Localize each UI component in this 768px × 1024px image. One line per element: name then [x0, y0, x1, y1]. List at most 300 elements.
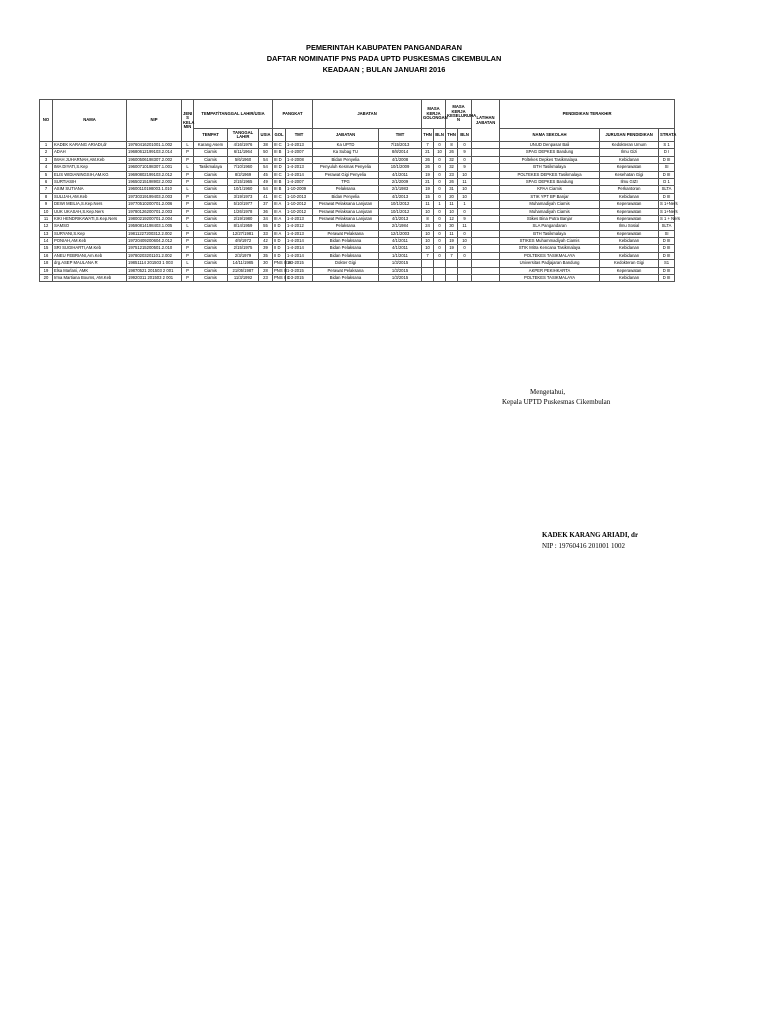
- cell-nama: SULIJAH,AM.Keb: [53, 193, 127, 200]
- cell-mkg-thn: [422, 260, 434, 267]
- cell-no: 9: [40, 201, 53, 208]
- cell-jurusan: Ilmu Sosial: [600, 223, 659, 230]
- table-row: [40, 156, 675, 163]
- cell-nama-sekolah: BTH Tasikmalaya: [500, 230, 600, 237]
- cell-mkk-bln: 10: [458, 171, 472, 178]
- cell-mkk-thn: 20: [446, 193, 458, 200]
- cell-mkk-thn: 19: [446, 238, 458, 245]
- cell-nama-sekolah: AKPER PEKIHKARTA: [500, 267, 600, 274]
- cell-mkk-thn: [446, 260, 458, 267]
- cell-nip: 19780126200701.2.003: [127, 208, 182, 215]
- col-masa-kerja-golongan: MASA KERJA GOLONGAN: [422, 100, 446, 129]
- cell-tmt-jabatan: 4/1/2011: [379, 171, 422, 178]
- cell-jenis-kelamin: L: [182, 164, 194, 171]
- cell-gol: III B: [273, 149, 286, 156]
- cell-tanggal-lahir: 12/27/1981: [228, 230, 259, 237]
- signature-block: [542, 531, 702, 550]
- cell-nip: 19600710198307.1.001: [127, 164, 182, 171]
- cell-usia: 23: [259, 275, 273, 282]
- cell-tanggal-lahir: 14/11/1985: [228, 260, 259, 267]
- cell-tempat: Ciamis: [194, 223, 228, 230]
- cell-strata: S 1 + Ners: [660, 215, 680, 221]
- cell-no: 6: [40, 178, 53, 185]
- cell-tmt-jabatan: 8/8/2014: [379, 149, 422, 156]
- cell-jabatan: Perawat Pelaksana: [313, 230, 379, 237]
- cell-nama: SAMSO: [53, 223, 127, 230]
- cell-tmt: 1-4-2014: [286, 171, 313, 178]
- col-pangkat-group: PANGKAT: [273, 100, 313, 129]
- cell-jabatan: Penyuluh Kesmas Penyelia: [313, 164, 379, 171]
- cell-jabatan: Bidan Pelaksana: [313, 252, 379, 259]
- cell-jabatan: Perawat Pelaksana: [313, 267, 379, 274]
- cell-strata: SI: [659, 164, 675, 171]
- cell-nip: 19600110198003.1.010: [127, 186, 182, 193]
- cell-usia: 36: [259, 208, 273, 215]
- cell-latihan: [472, 208, 500, 215]
- cell-nama: ELIS WIDIANINGSIH,AM.KG: [53, 171, 127, 178]
- cell-no: 10: [40, 208, 53, 215]
- header-line-2: DAFTAR NOMINATIF PNS PADA UPTD PUSKESMAS CIKEMBULAN: [266, 54, 502, 63]
- cell-nama-sekolah: SPAG DEPKES Bandung: [500, 178, 600, 185]
- cell-mkk-thn: 19: [446, 245, 458, 252]
- cell-usia: 28: [259, 267, 273, 274]
- cell-jurusan: Kebidanan: [600, 252, 659, 259]
- cell-usia: 39: [259, 245, 273, 252]
- cell-tanggal-lahir: 11/3/1992: [228, 275, 259, 282]
- cell-mkk-thn: 32: [446, 156, 458, 163]
- cell-jurusan: Keperawatan: [600, 208, 659, 215]
- header-line-3: KEADAAN ; BULAN JANUARI 2016: [322, 65, 446, 74]
- cell-nip: 19600506198307.2.002: [127, 156, 182, 163]
- cell-strata: SI: [659, 230, 675, 237]
- cell-jurusan: Ilmu Gizi: [600, 149, 659, 156]
- cell-no: 1: [40, 142, 53, 149]
- cell-tmt-jabatan: 4/1/2008: [379, 156, 422, 163]
- cell-mkg-bln: 0: [434, 186, 446, 193]
- cell-no: 11: [40, 215, 53, 222]
- cell-jenis-kelamin: P: [182, 245, 194, 252]
- table-row: [40, 223, 675, 230]
- cell-mkg-thn: 8: [422, 215, 434, 222]
- cell-tmt: 1-4-2012: [286, 223, 313, 230]
- cell-jenis-kelamin: P: [182, 275, 194, 282]
- cell-jenis-kelamin: P: [182, 193, 194, 200]
- cell-mkg-thn: 7: [422, 252, 434, 259]
- cell-mkk-thn: 7: [446, 252, 458, 259]
- cell-latihan: [472, 275, 500, 282]
- cell-latihan: [472, 260, 500, 267]
- cell-jabatan: Bidan Pelaksana: [313, 275, 379, 282]
- col-strata: STRATA: [659, 129, 675, 142]
- col-jurusan: JURUSAN PENDIDIKAN: [600, 129, 659, 142]
- col-mkg-bln: BLN: [434, 129, 446, 142]
- cell-mkg-bln: [434, 260, 446, 267]
- cell-mkg-bln: 0: [434, 178, 446, 185]
- table-row: [40, 260, 675, 267]
- cell-jabatan: Ka UPTD: [313, 142, 379, 149]
- table-row: [40, 193, 675, 200]
- cell-tmt: 1-3-2015: [286, 260, 313, 267]
- cell-jabatan: Pelaksana: [313, 223, 379, 230]
- cell-gol: III A: [273, 201, 286, 208]
- cell-nama-sekolah: STIK YPT BP Banjar: [500, 193, 600, 200]
- cell-mkk-bln: 10: [458, 193, 472, 200]
- cell-tanggal-lahir: 8/2/1969: [228, 171, 259, 178]
- cell-usia: 35: [259, 252, 273, 259]
- signature-heading: [502, 388, 680, 406]
- cell-tempat: Ciamis: [194, 201, 228, 208]
- cell-nip: 19590814198403.1.005: [127, 223, 182, 230]
- cell-tempat: Ciamis: [194, 230, 228, 237]
- cell-nama-sekolah: Muhamadiyah Ciamis: [500, 208, 600, 215]
- cell-jurusan: Kedokteran Gigi: [600, 260, 659, 267]
- cell-mkg-thn: 26: [422, 156, 434, 163]
- cell-nip: 19851114 201503 1 003: [127, 260, 182, 267]
- cell-strata: D III: [659, 156, 675, 163]
- cell-nama-sekolah: Poltekes Depkes Tasikmalaya: [500, 156, 600, 163]
- cell-no: 5: [40, 171, 53, 178]
- col-jabatan: JABATAN: [313, 129, 379, 142]
- cell-tempat: Ciamis: [194, 275, 228, 282]
- cell-jabatan: Dokter Gigi: [313, 260, 379, 267]
- signatory-name: KADEK KARANG ARIADI, dr: [542, 531, 639, 539]
- cell-jenis-kelamin: L: [182, 260, 194, 267]
- signatory-nip: NIP : 19760416 201001 1002: [542, 542, 625, 550]
- cell-jurusan: Kebidanan: [600, 156, 659, 163]
- header-line-1: PEMERINTAH KABUPATEN PANGANDARAN: [306, 43, 462, 52]
- cell-no: 20: [40, 275, 53, 282]
- cell-nama: SURTIASIH: [53, 178, 127, 185]
- cell-usia: 54: [259, 164, 273, 171]
- cell-latihan: [472, 215, 500, 222]
- cell-no: 15: [40, 245, 53, 252]
- cell-nip: 19920311 201503 2 001: [127, 275, 182, 282]
- cell-tempat: Ciamis: [194, 208, 228, 215]
- cell-nip: 19770510200701.2.006: [127, 201, 182, 208]
- cell-tmt: 1-10-2012: [286, 201, 313, 208]
- cell-mkg-bln: 0: [434, 156, 446, 163]
- cell-tmt-jabatan: 12/1/2003: [379, 230, 422, 237]
- col-mkg-thn: THN: [422, 129, 434, 142]
- cell-mkk-bln: 9: [458, 164, 472, 171]
- cell-mkg-bln: 0: [434, 223, 446, 230]
- cell-gol: III B: [273, 186, 286, 193]
- cell-mkk-bln: 1: [458, 201, 472, 208]
- col-latihan-jabatan: LATIHAN JABATAN: [472, 100, 500, 142]
- cell-nama: UUK UKASAH,S.Kep.Ners: [53, 208, 127, 215]
- cell-strata: D III: [659, 193, 675, 200]
- cell-nama-sekolah: STIKES Muhammadiyah Ciamis: [500, 238, 600, 245]
- col-tmt-jabatan: TMT: [379, 129, 422, 142]
- cell-tempat: Ciamis: [194, 215, 228, 222]
- cell-jenis-kelamin: P: [182, 238, 194, 245]
- cell-tmt-jabatan: 4/1/2013: [379, 193, 422, 200]
- cell-gol: PNS II C: [274, 275, 291, 281]
- cell-nama: SRI SUGIHARTI,AM.Keb: [53, 245, 127, 252]
- table-row: [40, 201, 675, 208]
- cell-mkk-thn: 26: [446, 149, 458, 156]
- table-row: [40, 164, 675, 171]
- cell-tanggal-lahir: 7/10/1960: [228, 164, 259, 171]
- cell-strata: D III: [659, 267, 675, 274]
- cell-gol: II D: [273, 252, 286, 259]
- cell-strata: D I: [659, 149, 675, 156]
- cell-gol: III C: [273, 171, 286, 178]
- cell-tanggal-lahir: 5/10/1977: [228, 201, 259, 208]
- cell-tmt: 1-10-2012: [286, 208, 313, 215]
- cell-tmt-jabatan: 1/1/2011: [379, 252, 422, 259]
- cell-jenis-kelamin: L: [182, 186, 194, 193]
- cell-jurusan: Keperawatan: [600, 164, 659, 171]
- cell-mkg-thn: 21: [422, 149, 434, 156]
- cell-usia: 38: [259, 142, 273, 149]
- cell-latihan: [472, 149, 500, 156]
- cell-nip: 19780203201101.2.002: [127, 252, 182, 259]
- cell-strata: D 1: [659, 178, 675, 185]
- cell-mkg-bln: 0: [434, 238, 446, 245]
- cell-usia: 30: [259, 260, 273, 267]
- cell-mkk-thn: [446, 267, 458, 274]
- cell-nip: 19751215200501.2.010: [127, 245, 182, 252]
- cell-latihan: [472, 252, 500, 259]
- cell-mkk-bln: [458, 260, 472, 267]
- cell-gol: III A: [273, 208, 286, 215]
- cell-usia: 41: [259, 193, 273, 200]
- cell-jurusan: Keperawatan: [600, 267, 659, 274]
- cell-tempat: Ciamis: [194, 252, 228, 259]
- cell-gol: II D: [273, 238, 286, 245]
- cell-tmt-jabatan: 2/1/1984: [379, 223, 422, 230]
- cell-mkg-bln: [434, 267, 446, 274]
- table-row: [40, 208, 675, 215]
- cell-tanggal-lahir: 2/3/1979: [228, 252, 259, 259]
- cell-nama: Elsa Marlani, AMK: [53, 267, 127, 274]
- col-nama: NAMA: [53, 100, 127, 142]
- cell-jurusan: Kebidanan: [600, 193, 659, 200]
- col-mkk-thn: THN: [446, 129, 458, 142]
- cell-nama-sekolah: KPAA Ciamis: [500, 186, 600, 193]
- cell-tmt-jabatan: 1/3/2015: [379, 260, 422, 267]
- cell-latihan: [472, 201, 500, 208]
- cell-strata: D III: [659, 171, 675, 178]
- cell-mkk-thn: 32: [446, 164, 458, 171]
- cell-tanggal-lahir: 4/16/1976: [228, 142, 259, 149]
- cell-latihan: [472, 245, 500, 252]
- cell-mkg-thn: 7: [422, 142, 434, 149]
- cell-mkg-thn: 10: [422, 230, 434, 237]
- table-body: [40, 141, 680, 282]
- cell-tmt-jabatan: 4/1/2011: [379, 245, 422, 252]
- cell-no: 12: [40, 223, 53, 230]
- cell-mkg-thn: 26: [422, 164, 434, 171]
- cell-nama: drg.ASEP MAULANA R: [53, 260, 127, 267]
- cell-mkk-bln: 9: [458, 149, 472, 156]
- cell-nama: DEWI MEILIA,S.Kep.Ners: [53, 201, 127, 208]
- cell-jabatan: Pelaksana: [313, 186, 379, 193]
- cell-mkg-thn: 10: [422, 245, 434, 252]
- cell-nama-sekolah: BTH Tasikmalaya: [500, 164, 600, 171]
- cell-nama-sekolah: Universitas Padjajaran Bandung: [500, 260, 600, 267]
- cell-tmt-jabatan: 7/15/2013: [379, 142, 422, 149]
- cell-mkk-thn: [446, 275, 458, 282]
- cell-jenis-kelamin: P: [182, 267, 194, 274]
- cell-mkg-thn: 11: [422, 201, 434, 208]
- document-header: [0, 42, 768, 75]
- cell-strata: D III: [659, 275, 675, 282]
- cell-tmt: 1-4-2013: [286, 230, 313, 237]
- cell-latihan: [472, 193, 500, 200]
- cell-mkg-bln: 10: [434, 149, 446, 156]
- cell-mkk-bln: 0: [458, 245, 472, 252]
- cell-jabatan: Perawat Pelaksana Lanjutan: [313, 215, 379, 222]
- cell-tempat: Tasikmalaya: [194, 164, 228, 171]
- cell-jabatan: Perawat Gigi Penyelia: [313, 171, 379, 178]
- cell-tanggal-lahir: 2/19/1980: [228, 215, 259, 222]
- cell-mkk-thn: 31: [446, 186, 458, 193]
- cell-jenis-kelamin: P: [182, 178, 194, 185]
- table-row: [40, 171, 675, 178]
- cell-usia: 50: [259, 149, 273, 156]
- cell-usia: 37: [259, 201, 273, 208]
- cell-tmt: 1-4-2013: [286, 215, 313, 222]
- cell-tmt-jabatan: 10/1/2012: [379, 201, 422, 208]
- cell-gol: III C: [273, 193, 286, 200]
- cell-nama-sekolah: POLTEKES TASIKMALAYA: [500, 275, 600, 282]
- cell-tempat: Ciamis: [194, 186, 228, 193]
- cell-nama: ANEU FEBRIANI,Am.Keb: [53, 252, 127, 259]
- cell-tmt: 1-4-2014: [286, 252, 313, 259]
- cell-nama-sekolah: Muhamadiyah Ciamis: [500, 201, 600, 208]
- table-row: [40, 245, 675, 252]
- cell-strata: SLTA: [659, 186, 675, 193]
- cell-gol: II D: [273, 245, 286, 252]
- cell-nip: 19760416201001.1.002: [127, 142, 182, 149]
- cell-usia: 42: [259, 238, 273, 245]
- cell-tempat: Ciamis: [194, 193, 228, 200]
- table-row: [40, 186, 675, 193]
- cell-mkg-thn: 15: [422, 193, 434, 200]
- cell-jenis-kelamin: L: [182, 223, 194, 230]
- cell-nama: IMAH JUHARNAH,AM.Keb: [53, 156, 127, 163]
- cell-mkg-bln: 0: [434, 171, 446, 178]
- col-masa-kerja-keseluruhan: MASA KERJA KESELURUHA N: [446, 100, 472, 129]
- col-mkk-bln: BLN: [458, 129, 472, 142]
- cell-mkk-thn: 11: [446, 201, 458, 208]
- cell-mkg-bln: 0: [434, 208, 446, 215]
- cell-strata: D III: [659, 245, 675, 252]
- col-nip: NIP: [127, 100, 182, 142]
- cell-jurusan: Keperawatan: [600, 201, 659, 208]
- cell-strata: D III: [659, 238, 675, 245]
- cell-mkg-bln: 1: [434, 201, 446, 208]
- cell-mkg-thn: 21: [422, 178, 434, 185]
- col-ttl-group: TEMPAT/TANGGAL LAHIR/USIA: [194, 100, 273, 129]
- cell-tmt-jabatan: 1/3/2015: [379, 275, 422, 282]
- cell-nip: 19680612199103.2.014: [127, 149, 182, 156]
- cell-mkk-thn: 23: [446, 171, 458, 178]
- cell-no: 4: [40, 164, 53, 171]
- cell-latihan: [472, 267, 500, 274]
- cell-tmt: 1-3-2015: [286, 275, 313, 282]
- cell-mkg-bln: 0: [434, 164, 446, 171]
- col-pendidikan-group: PENDIDIKAN TERAKHIR: [500, 100, 675, 129]
- cell-mkg-bln: 0: [434, 142, 446, 149]
- cell-usia: 55: [259, 223, 273, 230]
- signature-position: Kepala UPTD Puskesmas Cikembulan: [502, 398, 611, 406]
- cell-mkg-thn: 19: [422, 186, 434, 193]
- cell-mkk-thn: 11: [446, 230, 458, 237]
- cell-mkg-bln: 0: [434, 215, 446, 222]
- cell-jenis-kelamin: P: [182, 156, 194, 163]
- col-tanggal-lahir: TANGGAL LAHIR: [228, 129, 259, 142]
- cell-gol: III D: [273, 164, 286, 171]
- cell-mkg-thn: [422, 267, 434, 274]
- cell-tanggal-lahir: 2/15/1975: [228, 245, 259, 252]
- table-row: [40, 142, 675, 149]
- cell-jurusan: Perkantoran: [600, 186, 659, 193]
- cell-nama-sekolah: Stikes Bina Putra Banjar: [500, 215, 600, 222]
- col-usia: USIA: [259, 129, 273, 142]
- cell-jabatan: TPG: [313, 178, 379, 185]
- cell-tanggal-lahir: 4/9/1972: [228, 238, 259, 245]
- cell-latihan: [472, 178, 500, 185]
- col-tempat: TEMPAT: [194, 129, 228, 142]
- cell-jabatan: Bidan Penyelia: [313, 193, 379, 200]
- cell-no: 3: [40, 156, 53, 163]
- cell-jenis-kelamin: L: [182, 142, 194, 149]
- cell-nip: 19650215198902.2.002: [127, 178, 182, 185]
- cell-mkg-thn: 24: [422, 223, 434, 230]
- cell-tmt-jabatan: 10/1/2009: [379, 164, 422, 171]
- cell-tmt: 1-4-2014: [286, 238, 313, 245]
- cell-nip: 19720409200604.2.012: [127, 238, 182, 245]
- cell-gol: II D: [273, 223, 286, 230]
- cell-jabatan: Ka Subag TU: [313, 149, 379, 156]
- cell-latihan: [472, 223, 500, 230]
- cell-tmt: 1-4-2013: [286, 164, 313, 171]
- cell-latihan: [472, 230, 500, 237]
- cell-tanggal-lahir: 6/11/1964: [228, 149, 259, 156]
- cell-mkk-bln: 11: [458, 178, 472, 185]
- cell-mkk-thn: 26: [446, 178, 458, 185]
- cell-tempat: Ciamis: [194, 245, 228, 252]
- cell-tanggal-lahir: 21/05/1987: [228, 267, 259, 274]
- cell-mkk-bln: 10: [458, 186, 472, 193]
- cell-nama: ADAH: [53, 149, 127, 156]
- cell-strata: SLTA: [659, 223, 675, 230]
- cell-usia: 45: [259, 171, 273, 178]
- cell-tanggal-lahir: 10/1/1960: [228, 186, 259, 193]
- cell-mkk-bln: 10: [458, 238, 472, 245]
- cell-strata: S 1+Ners: [660, 201, 678, 207]
- cell-tmt: 1-3-2015: [286, 267, 313, 274]
- cell-gol: III B: [273, 178, 286, 185]
- cell-tempat: Ciamis: [194, 171, 228, 178]
- cell-nama: ASIM SUTIANA: [53, 186, 127, 193]
- cell-nama: SURYANI,S.Kep: [53, 230, 127, 237]
- cell-nama: KIKI HENDRIKAWATI,S.Kep.Ners: [53, 215, 127, 222]
- cell-mkg-thn: 10: [422, 238, 434, 245]
- cell-nama-sekolah: UNUD Denpasar Bali: [500, 142, 600, 149]
- cell-latihan: [472, 186, 500, 193]
- table-row: [40, 238, 675, 245]
- cell-tmt-jabatan: 1/3/2015: [379, 267, 422, 274]
- cell-tmt-jabatan: 2/1/2009: [379, 178, 422, 185]
- cell-mkk-bln: 0: [458, 142, 472, 149]
- cell-latihan: [472, 156, 500, 163]
- cell-gol: III A: [273, 230, 286, 237]
- cell-nip: 19800219200701.2.004: [127, 215, 182, 222]
